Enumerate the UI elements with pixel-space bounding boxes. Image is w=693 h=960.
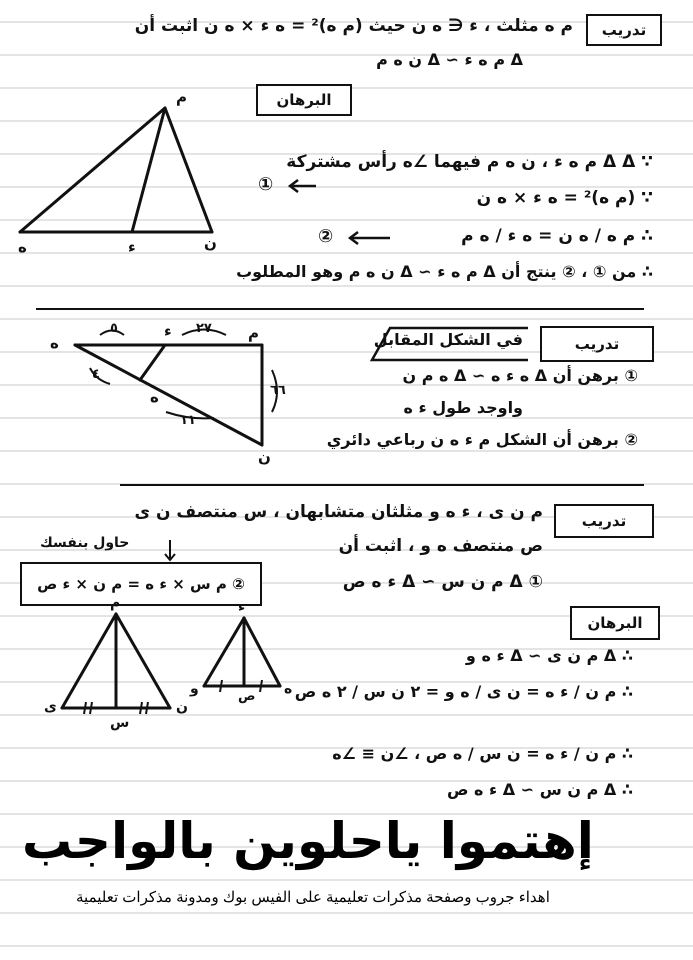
vertex-label-h2: ه: [50, 334, 59, 352]
vertex-label-y3: ى: [44, 699, 57, 715]
section2-subtitle: في الشكل المقابل: [373, 330, 523, 349]
proof3-step3: ∴ م ن / ء ه = ن س / ه ص ، ∠ن ≡ ∠ه: [332, 744, 633, 763]
boxed-question: ② م س × ء ه = م ن × ء ص: [20, 562, 262, 606]
vertex-label-h3: ه: [284, 681, 293, 697]
proof3-step4: ∴ Δ م ن س ∼ Δ ء ه ص: [446, 780, 633, 799]
section2-question1a: ① برهن أن Δ ه ء ه ∼ Δ ه م ن: [402, 366, 638, 385]
proof1-ref1: ①: [258, 174, 274, 195]
length-label-mn: ٦٦: [270, 383, 286, 398]
vertex-label-e1: ء: [128, 238, 136, 256]
vertex-label-p3: ص: [238, 689, 256, 704]
problem3-statement-line2: ص منتصف ه و ، اثبت أن: [338, 536, 543, 556]
proof3-step1: ∴ Δ م ن ى ∼ Δ ء ه و: [465, 646, 633, 665]
section2-question2: ② برهن أن الشكل م ء ه ن رباعي دائري: [326, 430, 638, 449]
section2-question1b: واوجد طول ء ه: [403, 398, 523, 417]
problem1-statement-line2: Δ م ه ء ∼ Δ ن ه م: [376, 50, 523, 69]
proof-tag-3: البرهان: [570, 606, 660, 640]
exercise-tag-2: تدريب: [540, 326, 654, 362]
proof1-step4: ∴ من ① ، ② ينتج أن Δ م ه ء ∼ Δ ن ه م وهو المطلوب: [236, 262, 653, 281]
vertex-label-w3: و: [190, 681, 199, 697]
length-label-hd: ٥: [110, 321, 118, 336]
try-yourself-note: حاول بنفسك: [40, 535, 130, 551]
vertex-label-d1: ه: [18, 238, 27, 256]
vertex-label-m1: م: [176, 88, 187, 106]
exercise-tag-3: تدريب: [554, 504, 654, 538]
exercise-tag-1: تدريب: [586, 14, 662, 46]
problem3-statement-line1: م ن ى ، ء ه و مثلثان متشابهان ، س منتصف ن ى: [134, 502, 543, 522]
proof3-step2: ∴ م ن / ء ه = ن ى / ه و = ٢ ن س / ٢ ه ص: [294, 682, 633, 701]
proof1-step3: ∴ م ه / ه ن = ه ء / ه م: [461, 226, 653, 246]
vertex-label-n1: ن: [204, 234, 217, 252]
vertex-label-n3: ن: [176, 699, 188, 715]
proof1-step2: ∵ (م ه)² = ه ء × ه ن: [476, 188, 653, 208]
vertex-label-n2: ن: [258, 448, 271, 466]
problem3-part1: ① Δ م ن س ∼ Δ ء ه ص: [342, 572, 543, 592]
length-label-en: ١١: [180, 413, 196, 428]
vertex-label-d3: ء: [238, 599, 246, 615]
footer-credit: اهداء جروب وصفحة مذكرات تعليمية على الفيس بوك ومدونة مذكرات تعليمية: [76, 889, 550, 906]
proof1-step1: ∵ Δ Δ م ه ء ، ن ه م فيهما ∠ه رأس مشتركة: [286, 152, 653, 172]
homework-banner: إهتموا ياحلوين بالواجب: [22, 812, 594, 870]
problem1-statement-line1: م ه مثلث ، ء ∈ ه ن حيث (م ه)² = ه ء × ه ن اثبت أن: [134, 16, 573, 36]
vertex-label-s3: س: [110, 715, 130, 731]
vertex-label-m3: م: [110, 595, 121, 611]
proof-tag-1: البرهان: [256, 84, 352, 116]
length-label-he: ٤: [92, 367, 100, 382]
proof1-ref2: ②: [318, 226, 334, 247]
vertex-label-d2: ء: [164, 322, 172, 340]
length-label-dm: ٢٧: [196, 321, 212, 336]
vertex-label-e2: ه: [150, 388, 159, 406]
vertex-label-m2: م: [248, 324, 259, 342]
